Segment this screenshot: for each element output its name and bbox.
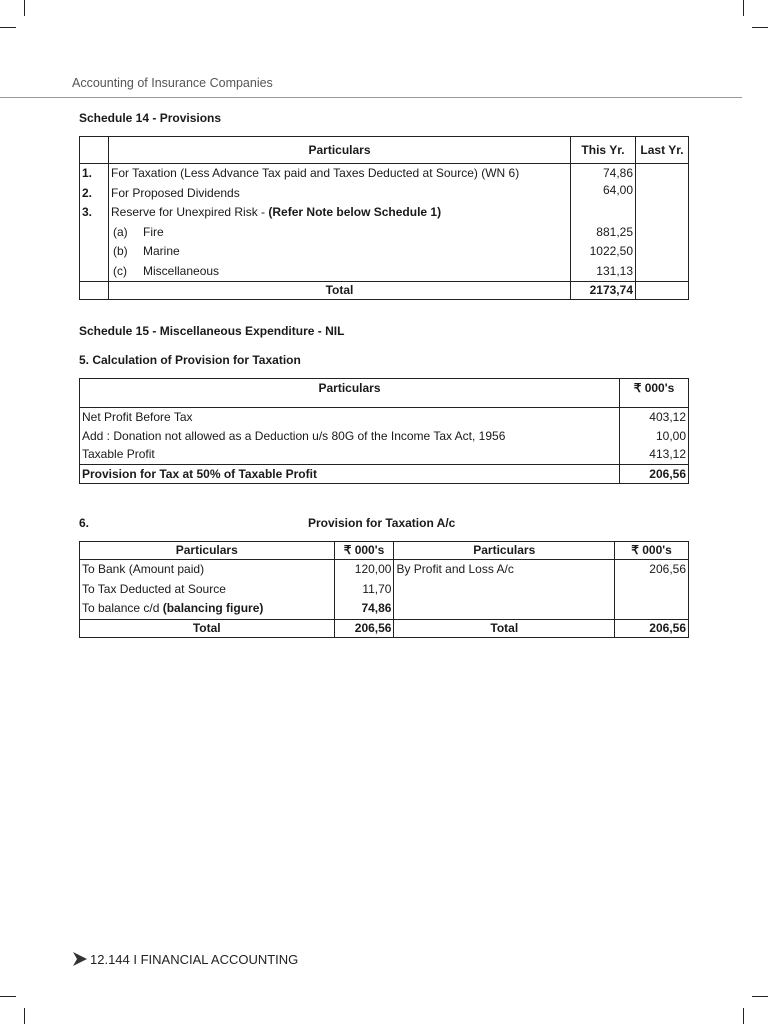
- row-value: 74,86: [571, 164, 636, 184]
- ledger-account-table: [79, 541, 689, 638]
- crop-mark: [24, 0, 25, 16]
- table-row: [80, 223, 689, 243]
- crop-mark: [743, 0, 744, 16]
- debit-value: 74,86: [334, 599, 394, 619]
- table-row: [80, 184, 689, 204]
- column-header: Particulars: [109, 137, 571, 164]
- row-number: 2.: [80, 184, 109, 204]
- schedule-15-heading: Schedule 15 - Miscellaneous Expenditure - NIL: [79, 324, 345, 338]
- debit-text: To Tax Deducted at Source: [82, 581, 226, 596]
- credit-value: 206,56: [615, 560, 689, 580]
- table-header-row: [80, 137, 689, 164]
- page-footer: [72, 951, 298, 967]
- tax-calculation-table: [79, 378, 689, 484]
- sub-text: Miscellaneous: [143, 263, 220, 278]
- ledger-heading: Provision for Taxation A/c: [308, 516, 456, 530]
- column-header: ₹ 000's: [615, 542, 689, 560]
- table-row: [80, 427, 689, 446]
- column-header: ₹ 000's: [620, 379, 689, 408]
- table-header-row: [80, 542, 689, 560]
- credit-text: By Profit and Loss A/c: [394, 560, 615, 580]
- total-label: Total: [80, 619, 335, 637]
- credit-total: 206,56: [615, 619, 689, 637]
- debit-value: 11,70: [334, 580, 394, 600]
- crop-mark: [0, 996, 16, 997]
- total-value: 2173,74: [571, 282, 636, 300]
- sub-label: (b): [113, 244, 128, 258]
- crop-mark: [0, 27, 16, 28]
- row-text: For Taxation (Less Advance Tax paid and Taxes Deducted at Source) (WN 6): [109, 164, 571, 184]
- column-header: This Yr.: [571, 137, 636, 164]
- crop-mark: [752, 996, 768, 997]
- sub-text: Fire: [143, 224, 164, 239]
- row-text: Taxable Profit: [82, 447, 155, 461]
- row-text: Add : Donation not allowed as a Deduction u/s 80G of the Income Tax Act, 1956: [82, 428, 506, 443]
- row-value: 64,00: [571, 184, 636, 204]
- row-text: For Proposed Dividends: [109, 184, 571, 204]
- table-row: [80, 203, 689, 223]
- schedule-14-heading: Schedule 14 - Provisions: [79, 111, 222, 125]
- sub-label: (c): [113, 263, 127, 278]
- column-header: Last Yr.: [636, 137, 689, 164]
- table-row: [80, 242, 689, 262]
- table-row: [80, 560, 689, 580]
- ledger-number: 6.: [79, 516, 90, 530]
- row-value: 413,12: [620, 445, 689, 464]
- sub-label: (a): [113, 224, 128, 239]
- debit-text: To balance c/d: [82, 601, 163, 615]
- total-row: [80, 464, 689, 483]
- header-divider: [0, 97, 742, 98]
- total-label: Provision for Tax at 50% of Taxable Profit: [80, 464, 620, 483]
- row-text: Net Profit Before Tax: [82, 410, 193, 424]
- column-header: ₹ 000's: [334, 542, 394, 560]
- crop-mark: [24, 1008, 25, 1024]
- total-value: 206,56: [620, 464, 689, 483]
- table-row: [80, 580, 689, 600]
- row-value: 1022,50: [571, 242, 636, 262]
- column-header: Particulars: [80, 379, 620, 408]
- row-number: 3.: [80, 203, 109, 223]
- table-header-row: [80, 379, 689, 408]
- column-header: Particulars: [394, 542, 615, 560]
- debit-total: 206,56: [334, 619, 394, 637]
- total-row: [80, 619, 689, 637]
- running-header: Accounting of Insurance Companies: [72, 76, 273, 90]
- row-value: 881,25: [571, 223, 636, 243]
- chevron-right-icon: [72, 951, 88, 967]
- total-label: Total: [109, 282, 571, 300]
- table-row: [80, 445, 689, 464]
- total-row: [80, 282, 689, 300]
- debit-text: To Bank (Amount paid): [82, 562, 205, 576]
- debit-note: (balancing figure): [162, 601, 264, 615]
- crop-mark: [752, 27, 768, 28]
- total-label: Total: [394, 619, 615, 637]
- row-note: (Refer Note below Schedule 1): [268, 205, 442, 219]
- debit-value: 120,00: [334, 560, 394, 580]
- sub-text: Marine: [143, 244, 180, 258]
- table-row: [80, 599, 689, 619]
- row-number: 1.: [80, 164, 109, 184]
- table-row: [80, 262, 689, 282]
- column-header: Particulars: [80, 542, 335, 560]
- table-row: [80, 164, 689, 184]
- crop-mark: [743, 1008, 744, 1024]
- calculation-heading: 5. Calculation of Provision for Taxation: [79, 353, 301, 367]
- row-value: 403,12: [620, 408, 689, 427]
- footer-text: 12.144 I FINANCIAL ACCOUNTING: [90, 951, 299, 967]
- schedule-14-table: [79, 136, 689, 300]
- row-text: Reserve for Unexpired Risk -: [111, 205, 269, 219]
- table-row: [80, 408, 689, 427]
- row-value: 131,13: [571, 262, 636, 282]
- row-value: 10,00: [620, 427, 689, 446]
